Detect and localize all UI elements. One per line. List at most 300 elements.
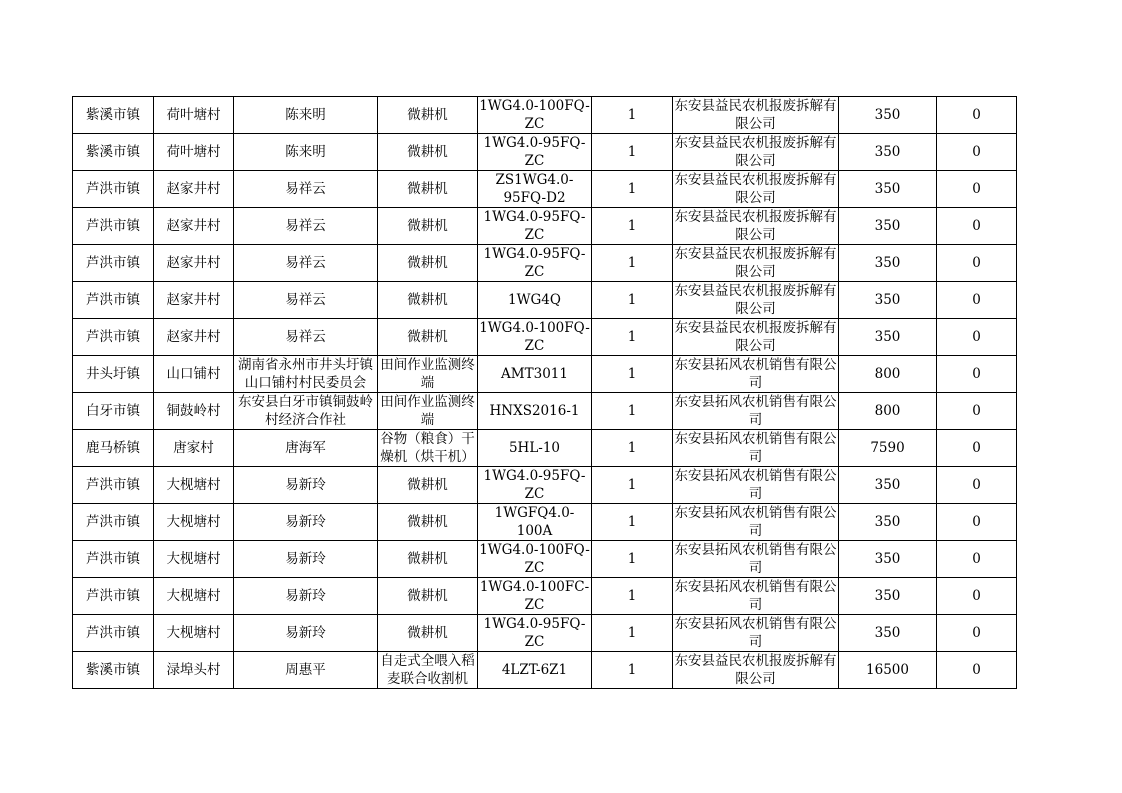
machine-cell-text: 微耕机: [407, 292, 448, 308]
dealer-cell-text: 东安县拓风农机销售有限公司: [674, 468, 837, 502]
town-cell: [73, 541, 154, 578]
village-cell: [154, 615, 234, 652]
town-cell-text: 芦洪市镇: [86, 588, 140, 604]
quantity-cell: [592, 282, 673, 319]
town-cell: [73, 134, 154, 171]
table-body: [73, 97, 1017, 689]
table-row: [73, 504, 1017, 541]
dealer-cell: [673, 171, 839, 208]
village-cell-text: 荷叶塘村: [166, 107, 221, 123]
quantity-cell: [592, 134, 673, 171]
amount-cell-text: 7590: [870, 440, 905, 456]
amount-cell-text: 350: [874, 144, 901, 160]
model-cell-text: ZS1WG4.0-95FQ-D2: [495, 172, 574, 206]
town-cell: [73, 171, 154, 208]
amount-cell: [839, 393, 937, 430]
quantity-cell-text: 1: [627, 366, 637, 382]
dealer-cell: [673, 134, 839, 171]
table-row: [73, 652, 1017, 689]
village-cell: [154, 134, 234, 171]
village-cell: [154, 245, 234, 282]
quantity-cell-text: 1: [627, 662, 637, 678]
village-cell: [154, 319, 234, 356]
amount-cell: [839, 171, 937, 208]
table-row: [73, 208, 1017, 245]
amount-cell: [839, 97, 937, 134]
model-cell: [478, 208, 592, 245]
extra-cell: [937, 319, 1017, 356]
village-cell: [154, 652, 234, 689]
model-cell-text: 1WG4.0-100FQ-ZC: [479, 320, 590, 354]
model-cell: [478, 504, 592, 541]
extra-cell-text: 0: [972, 181, 981, 197]
owner-cell-text: 易新玲: [285, 625, 326, 641]
owner-cell-text: 湖南省永州市井头圩镇山口铺村村民委员会: [238, 357, 373, 391]
extra-cell: [937, 134, 1017, 171]
amount-cell: [839, 319, 937, 356]
town-cell-text: 芦洪市镇: [86, 181, 140, 197]
model-cell: [478, 652, 592, 689]
village-cell-text: 大枧塘村: [166, 477, 221, 493]
machine-cell: [378, 393, 478, 430]
data-table: [72, 96, 1017, 689]
dealer-cell: [673, 245, 839, 282]
amount-cell: [839, 245, 937, 282]
machine-cell-text: 田间作业监测终端: [380, 357, 475, 391]
dealer-cell-text: 东安县益民农机报废拆解有限公司: [674, 172, 837, 206]
machine-cell: [378, 652, 478, 689]
town-cell: [73, 245, 154, 282]
dealer-cell: [673, 393, 839, 430]
town-cell-text: 紫溪市镇: [86, 144, 140, 160]
village-cell: [154, 578, 234, 615]
town-cell-text: 芦洪市镇: [86, 551, 140, 567]
model-cell: [478, 245, 592, 282]
town-cell: [73, 467, 154, 504]
amount-cell-text: 350: [874, 292, 901, 308]
village-cell: [154, 467, 234, 504]
amount-cell-text: 350: [874, 329, 901, 345]
village-cell-text: 铜鼓岭村: [166, 403, 221, 419]
machine-cell: [378, 282, 478, 319]
extra-cell: [937, 393, 1017, 430]
table-row: [73, 245, 1017, 282]
owner-cell-text: 易祥云: [285, 329, 326, 345]
model-cell: [478, 97, 592, 134]
dealer-cell-text: 东安县益民农机报废拆解有限公司: [674, 283, 837, 317]
model-cell: [478, 467, 592, 504]
extra-cell: [937, 171, 1017, 208]
amount-cell: [839, 504, 937, 541]
owner-cell-text: 易新玲: [285, 514, 326, 530]
village-cell: [154, 430, 234, 467]
machine-cell: [378, 134, 478, 171]
table-row: [73, 97, 1017, 134]
extra-cell-text: 0: [972, 366, 981, 382]
machine-cell: [378, 97, 478, 134]
machine-cell: [378, 615, 478, 652]
dealer-cell: [673, 615, 839, 652]
table-row: [73, 134, 1017, 171]
amount-cell: [839, 467, 937, 504]
model-cell: [478, 615, 592, 652]
village-cell: [154, 282, 234, 319]
machine-cell-text: 微耕机: [407, 144, 448, 160]
amount-cell-text: 350: [874, 588, 901, 604]
model-cell: [478, 134, 592, 171]
village-cell-text: 大枧塘村: [166, 588, 221, 604]
model-cell: [478, 393, 592, 430]
owner-cell: [234, 356, 378, 393]
town-cell-text: 芦洪市镇: [86, 514, 140, 530]
town-cell: [73, 615, 154, 652]
village-cell-text: 荷叶塘村: [166, 144, 221, 160]
extra-cell: [937, 356, 1017, 393]
model-cell-text: 1WG4.0-100FQ-ZC: [479, 542, 590, 576]
owner-cell: [234, 282, 378, 319]
village-cell-text: 山口铺村: [166, 366, 221, 382]
owner-cell-text: 易祥云: [285, 218, 326, 234]
town-cell-text: 紫溪市镇: [86, 107, 140, 123]
town-cell-text: 芦洪市镇: [86, 292, 140, 308]
dealer-cell-text: 东安县益民农机报废拆解有限公司: [674, 135, 837, 169]
model-cell-text: 1WG4.0-95FQ-ZC: [483, 468, 586, 502]
town-cell: [73, 97, 154, 134]
extra-cell-text: 0: [972, 403, 981, 419]
extra-cell: [937, 652, 1017, 689]
town-cell: [73, 282, 154, 319]
model-cell: [478, 282, 592, 319]
machine-cell: [378, 245, 478, 282]
machine-cell-text: 微耕机: [407, 255, 448, 271]
extra-cell-text: 0: [972, 588, 981, 604]
town-cell-text: 芦洪市镇: [86, 329, 140, 345]
extra-cell: [937, 615, 1017, 652]
amount-cell-text: 350: [874, 477, 901, 493]
machine-cell: [378, 208, 478, 245]
quantity-cell: [592, 578, 673, 615]
model-cell-text: 1WG4.0-100FC-ZC: [479, 579, 590, 613]
dealer-cell: [673, 356, 839, 393]
town-cell-text: 鹿马桥镇: [86, 440, 140, 456]
dealer-cell-text: 东安县拓风农机销售有限公司: [674, 616, 837, 650]
machine-cell-text: 田间作业监测终端: [380, 394, 475, 428]
village-cell: [154, 541, 234, 578]
village-cell-text: 大枧塘村: [166, 514, 221, 530]
village-cell-text: 大枧塘村: [166, 551, 221, 567]
amount-cell: [839, 652, 937, 689]
town-cell-text: 白牙市镇: [86, 403, 140, 419]
amount-cell-text: 350: [874, 107, 901, 123]
dealer-cell-text: 东安县拓风农机销售有限公司: [674, 505, 837, 539]
extra-cell-text: 0: [972, 662, 981, 678]
machine-cell-text: 微耕机: [407, 551, 448, 567]
extra-cell-text: 0: [972, 551, 981, 567]
extra-cell-text: 0: [972, 440, 981, 456]
quantity-cell-text: 1: [627, 292, 637, 308]
quantity-cell-text: 1: [627, 329, 637, 345]
table-row: [73, 430, 1017, 467]
town-cell-text: 芦洪市镇: [86, 218, 140, 234]
owner-cell-text: 易祥云: [285, 255, 326, 271]
quantity-cell: [592, 245, 673, 282]
table-row: [73, 467, 1017, 504]
owner-cell: [234, 245, 378, 282]
dealer-cell: [673, 208, 839, 245]
quantity-cell: [592, 615, 673, 652]
amount-cell: [839, 134, 937, 171]
owner-cell: [234, 504, 378, 541]
dealer-cell: [673, 467, 839, 504]
quantity-cell-text: 1: [627, 477, 637, 493]
town-cell: [73, 208, 154, 245]
owner-cell: [234, 208, 378, 245]
quantity-cell: [592, 467, 673, 504]
owner-cell-text: 易新玲: [285, 551, 326, 567]
owner-cell: [234, 541, 378, 578]
owner-cell: [234, 578, 378, 615]
table-row: [73, 393, 1017, 430]
dealer-cell-text: 东安县益民农机报废拆解有限公司: [674, 320, 837, 354]
dealer-cell-text: 东安县拓风农机销售有限公司: [674, 357, 837, 391]
town-cell: [73, 430, 154, 467]
table-row: [73, 171, 1017, 208]
dealer-cell: [673, 578, 839, 615]
village-cell: [154, 393, 234, 430]
village-cell-text: 赵家井村: [166, 218, 221, 234]
machine-cell: [378, 578, 478, 615]
extra-cell-text: 0: [972, 292, 981, 308]
village-cell: [154, 97, 234, 134]
extra-cell: [937, 541, 1017, 578]
village-cell-text: 赵家井村: [166, 292, 221, 308]
extra-cell-text: 0: [972, 477, 981, 493]
extra-cell: [937, 97, 1017, 134]
dealer-cell-text: 东安县拓风农机销售有限公司: [674, 579, 837, 613]
model-cell: [478, 171, 592, 208]
owner-cell: [234, 467, 378, 504]
extra-cell: [937, 208, 1017, 245]
owner-cell: [234, 393, 378, 430]
amount-cell: [839, 541, 937, 578]
dealer-cell-text: 东安县益民农机报废拆解有限公司: [674, 209, 837, 243]
village-cell: [154, 356, 234, 393]
machine-cell-text: 微耕机: [407, 588, 448, 604]
quantity-cell-text: 1: [627, 588, 637, 604]
quantity-cell: [592, 504, 673, 541]
model-cell: [478, 541, 592, 578]
quantity-cell: [592, 430, 673, 467]
machine-cell-text: 微耕机: [407, 107, 448, 123]
town-cell-text: 芦洪市镇: [86, 255, 140, 271]
dealer-cell: [673, 97, 839, 134]
dealer-cell: [673, 504, 839, 541]
model-cell-text: 1WG4.0-95FQ-ZC: [483, 209, 586, 243]
extra-cell: [937, 282, 1017, 319]
model-cell-text: 1WG4.0-95FQ-ZC: [483, 616, 586, 650]
owner-cell: [234, 430, 378, 467]
village-cell-text: 唐家村: [173, 440, 214, 456]
dealer-cell: [673, 430, 839, 467]
owner-cell: [234, 171, 378, 208]
extra-cell-text: 0: [972, 625, 981, 641]
town-cell: [73, 504, 154, 541]
machine-cell-text: 微耕机: [407, 181, 448, 197]
extra-cell-text: 0: [972, 107, 981, 123]
village-cell: [154, 208, 234, 245]
amount-cell: [839, 282, 937, 319]
extra-cell-text: 0: [972, 218, 981, 234]
owner-cell-text: 陈来明: [285, 107, 326, 123]
amount-cell: [839, 430, 937, 467]
village-cell-text: 赵家井村: [166, 255, 221, 271]
amount-cell-text: 350: [874, 255, 901, 271]
model-cell-text: AMT3011: [501, 366, 568, 382]
machine-cell-text: 谷物（粮食）干燥机（烘干机）: [380, 431, 475, 465]
machine-cell-text: 自走式全喂入稻麦联合收割机: [380, 653, 475, 687]
table-row: [73, 282, 1017, 319]
model-cell-text: 4LZT-6Z1: [501, 662, 568, 678]
dealer-cell-text: 东安县拓风农机销售有限公司: [674, 431, 837, 465]
extra-cell-text: 0: [972, 329, 981, 345]
village-cell: [154, 504, 234, 541]
extra-cell-text: 0: [972, 255, 981, 271]
village-cell: [154, 171, 234, 208]
owner-cell: [234, 134, 378, 171]
town-cell: [73, 652, 154, 689]
village-cell-text: 渌埠头村: [166, 662, 221, 678]
amount-cell-text: 16500: [866, 662, 909, 678]
town-cell-text: 井头圩镇: [86, 366, 140, 382]
extra-cell-text: 0: [972, 144, 981, 160]
amount-cell-text: 800: [874, 366, 901, 382]
owner-cell-text: 唐海军: [285, 440, 326, 456]
quantity-cell: [592, 652, 673, 689]
machine-cell-text: 微耕机: [407, 477, 448, 493]
model-cell-text: 5HL-10: [508, 440, 561, 456]
quantity-cell: [592, 97, 673, 134]
dealer-cell: [673, 652, 839, 689]
quantity-cell-text: 1: [627, 440, 637, 456]
owner-cell-text: 易新玲: [285, 477, 326, 493]
amount-cell: [839, 208, 937, 245]
town-cell: [73, 319, 154, 356]
dealer-cell-text: 东安县益民农机报废拆解有限公司: [674, 653, 837, 687]
quantity-cell: [592, 319, 673, 356]
machine-cell-text: 微耕机: [407, 218, 448, 234]
town-cell: [73, 578, 154, 615]
model-cell-text: 1WG4Q: [508, 292, 561, 308]
dealer-cell-text: 东安县拓风农机销售有限公司: [674, 542, 837, 576]
owner-cell-text: 周惠平: [285, 662, 326, 678]
quantity-cell-text: 1: [627, 181, 637, 197]
quantity-cell: [592, 393, 673, 430]
amount-cell-text: 350: [874, 625, 901, 641]
model-cell-text: 1WG4.0-100FQ-ZC: [479, 98, 590, 132]
model-cell-text: 1WG4.0-95FQ-ZC: [483, 246, 586, 280]
dealer-cell: [673, 282, 839, 319]
machine-cell-text: 微耕机: [407, 329, 448, 345]
amount-cell-text: 350: [874, 514, 901, 530]
machine-cell: [378, 504, 478, 541]
dealer-cell-text: 东安县益民农机报废拆解有限公司: [674, 246, 837, 280]
model-cell-text: 1WGFQ4.0-100A: [494, 505, 575, 539]
model-cell-text: HNXS2016-1: [489, 403, 580, 419]
town-cell-text: 紫溪市镇: [86, 662, 140, 678]
village-cell-text: 赵家井村: [166, 181, 221, 197]
table-row: [73, 319, 1017, 356]
table-row: [73, 356, 1017, 393]
machine-cell: [378, 356, 478, 393]
machine-cell-text: 微耕机: [407, 514, 448, 530]
owner-cell-text: 陈来明: [285, 144, 326, 160]
town-cell-text: 芦洪市镇: [86, 625, 140, 641]
extra-cell: [937, 504, 1017, 541]
town-cell-text: 芦洪市镇: [86, 477, 140, 493]
owner-cell-text: 易祥云: [285, 181, 326, 197]
amount-cell: [839, 578, 937, 615]
quantity-cell: [592, 208, 673, 245]
village-cell-text: 赵家井村: [166, 329, 221, 345]
machine-cell: [378, 467, 478, 504]
model-cell: [478, 319, 592, 356]
owner-cell: [234, 652, 378, 689]
dealer-cell: [673, 319, 839, 356]
table-row: [73, 578, 1017, 615]
amount-cell-text: 350: [874, 218, 901, 234]
quantity-cell-text: 1: [627, 218, 637, 234]
quantity-cell-text: 1: [627, 107, 637, 123]
extra-cell-text: 0: [972, 514, 981, 530]
quantity-cell-text: 1: [627, 403, 637, 419]
extra-cell: [937, 467, 1017, 504]
model-cell: [478, 578, 592, 615]
quantity-cell-text: 1: [627, 514, 637, 530]
owner-cell-text: 东安县白牙市镇铜鼓岭村经济合作社: [238, 394, 373, 428]
owner-cell-text: 易新玲: [285, 588, 326, 604]
table-row: [73, 615, 1017, 652]
quantity-cell-text: 1: [627, 144, 637, 160]
table-row: [73, 541, 1017, 578]
machine-cell: [378, 171, 478, 208]
owner-cell-text: 易祥云: [285, 292, 326, 308]
dealer-cell-text: 东安县益民农机报废拆解有限公司: [674, 98, 837, 132]
town-cell: [73, 393, 154, 430]
quantity-cell-text: 1: [627, 625, 637, 641]
quantity-cell: [592, 356, 673, 393]
extra-cell: [937, 430, 1017, 467]
owner-cell: [234, 615, 378, 652]
extra-cell: [937, 578, 1017, 615]
model-cell-text: 1WG4.0-95FQ-ZC: [483, 135, 586, 169]
machine-cell: [378, 319, 478, 356]
quantity-cell-text: 1: [627, 551, 637, 567]
amount-cell-text: 800: [874, 403, 901, 419]
amount-cell: [839, 356, 937, 393]
machine-cell-text: 微耕机: [407, 625, 448, 641]
owner-cell: [234, 97, 378, 134]
town-cell: [73, 356, 154, 393]
quantity-cell: [592, 541, 673, 578]
extra-cell: [937, 245, 1017, 282]
machine-cell: [378, 541, 478, 578]
quantity-cell-text: 1: [627, 255, 637, 271]
model-cell: [478, 430, 592, 467]
dealer-cell-text: 东安县拓风农机销售有限公司: [674, 394, 837, 428]
owner-cell: [234, 319, 378, 356]
amount-cell: [839, 615, 937, 652]
model-cell: [478, 356, 592, 393]
